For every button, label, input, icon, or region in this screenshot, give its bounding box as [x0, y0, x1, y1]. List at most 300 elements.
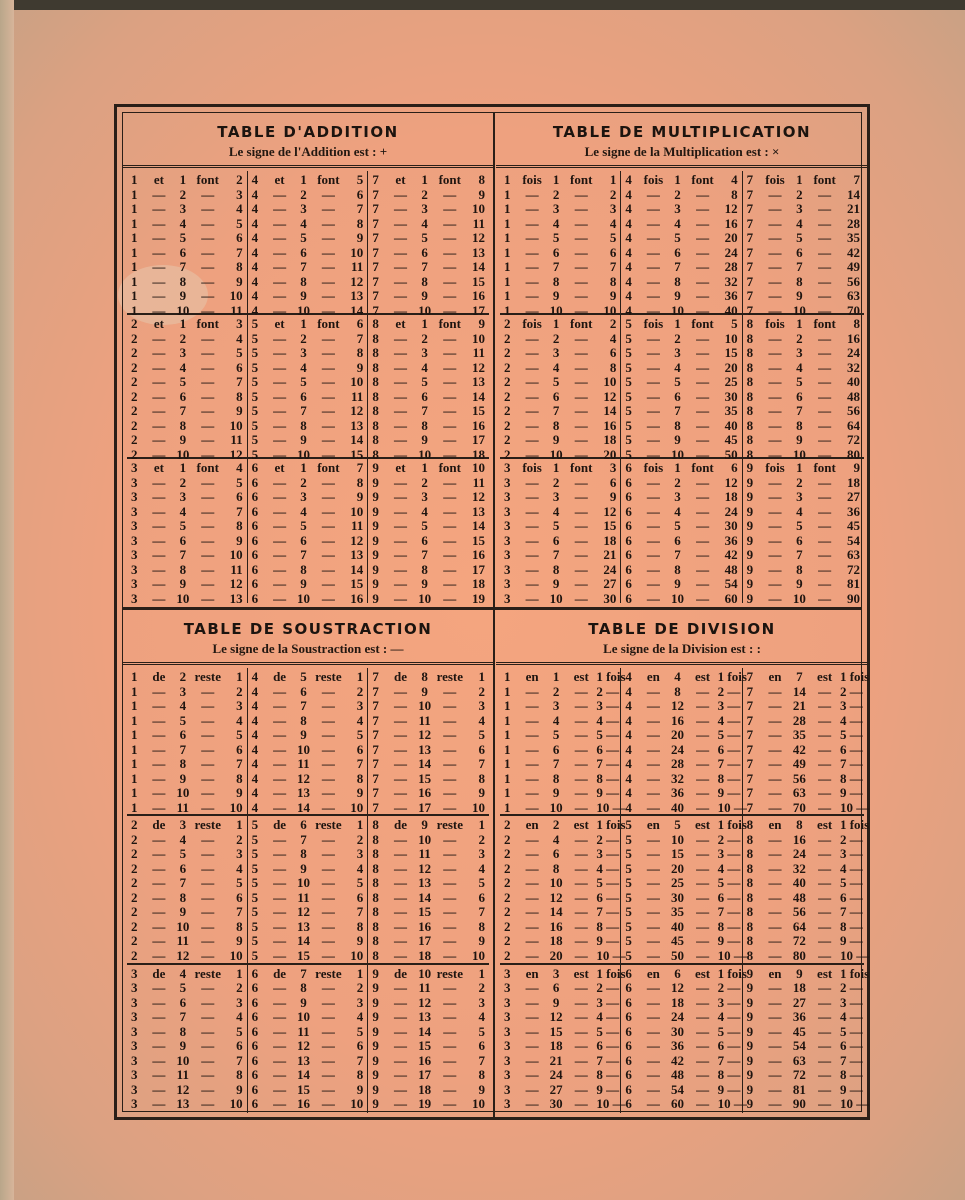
table-cell: 12: [418, 727, 432, 742]
table-cell: —: [273, 947, 287, 963]
table-cell: 2 —: [717, 831, 741, 847]
table-cell: —: [646, 1023, 660, 1039]
table-cell: 7: [300, 547, 307, 562]
table-cell: 13: [350, 288, 364, 303]
table-cell: 13: [296, 785, 310, 800]
table-cell: 1 fois: [717, 669, 747, 684]
table-cell: 12: [603, 503, 617, 519]
table-cell: —: [393, 489, 407, 504]
table-cell: 5: [300, 518, 307, 533]
table-cell: 10: [603, 302, 617, 318]
table-cell: —: [443, 215, 457, 231]
table-soustraction: [123, 610, 495, 1117]
table-cell: 1: [504, 770, 511, 786]
table-cell: —: [646, 359, 660, 375]
table-cell: —: [152, 889, 166, 905]
table-cell: 4: [251, 201, 259, 216]
table-cell: 10: [296, 1009, 310, 1025]
table-cell: 11: [351, 259, 364, 274]
table-cell: 10: [176, 785, 190, 800]
table-cell: 13: [471, 503, 485, 519]
table-cell: —: [768, 947, 782, 963]
table-cell: —: [152, 201, 166, 216]
table-cell: 18: [846, 474, 860, 490]
table-row: [131, 981, 243, 996]
table-cell: 6: [625, 503, 632, 519]
table-cell: 10 —: [717, 947, 747, 963]
table-cell: —: [646, 244, 660, 260]
table-cell: 9: [478, 316, 485, 331]
table-cell: est: [694, 965, 711, 981]
table-cell: 9: [300, 288, 307, 303]
table-cell: 7: [372, 785, 379, 800]
table-cell: —: [393, 432, 407, 447]
table-cell: 6: [251, 590, 259, 606]
table-row: [131, 1054, 243, 1069]
table-cell: 7: [372, 756, 379, 771]
table-cell: —: [646, 259, 660, 274]
table-row: [131, 1083, 243, 1098]
table-cell: —: [525, 518, 539, 533]
table-cell: 10: [471, 460, 485, 475]
table-cell: 2: [504, 831, 511, 847]
table-cell: reste: [315, 669, 342, 684]
table-row: [625, 799, 747, 816]
table-cell: —: [818, 388, 832, 404]
table-cell: —: [818, 273, 832, 289]
table-cell: —: [443, 1081, 457, 1097]
table-row: [252, 772, 364, 787]
table-cell: 10: [418, 446, 432, 462]
table-cell: 8: [746, 388, 754, 404]
table-cell: —: [574, 417, 588, 433]
table-cell: 9: [372, 503, 379, 519]
table-cell: 5: [251, 432, 259, 447]
table-cell: 6: [478, 889, 485, 905]
table-cell: 2: [421, 474, 428, 490]
table-row: [625, 698, 741, 714]
table-cell: reste: [436, 817, 464, 833]
table-cell: 10: [471, 201, 485, 216]
table-block: [248, 315, 369, 462]
table-cell: —: [818, 698, 832, 713]
table-cell: font: [570, 460, 593, 475]
table-row: [747, 332, 860, 347]
table-cell: —: [273, 756, 287, 771]
table-row: [504, 727, 620, 743]
table-row: [131, 592, 243, 607]
table-cell: 8: [478, 172, 485, 187]
table-cell: 7: [478, 756, 485, 771]
table-cell: 7: [421, 259, 428, 274]
table-cell: 16: [792, 831, 806, 847]
table-cell: —: [574, 994, 588, 1010]
table-cell: —: [321, 918, 335, 934]
table-cell: —: [201, 799, 215, 815]
table-cell: —: [696, 712, 710, 728]
table-cell: 3: [674, 201, 681, 216]
table-cell: 8: [236, 259, 243, 274]
table-cell: —: [768, 288, 782, 303]
table-cell: 8 —: [717, 770, 741, 786]
table-cell: 5 —: [596, 875, 620, 891]
table-cell: 1: [179, 172, 187, 187]
table-cell: —: [273, 186, 287, 202]
table-cell: 1: [674, 316, 681, 331]
table-cell: 2: [504, 904, 511, 920]
table-cell: 72: [792, 933, 806, 949]
table-cell: 4: [796, 503, 803, 519]
table-cell: 11: [297, 756, 310, 771]
table-cell: —: [321, 860, 335, 876]
table-row: [252, 188, 364, 203]
table-row: [131, 801, 243, 816]
table-row: [372, 231, 485, 246]
table-cell: 9 —: [596, 933, 620, 949]
table-cell: 10: [350, 1096, 364, 1112]
table-cell: —: [768, 1038, 782, 1054]
table-cell: 6: [674, 965, 681, 981]
table-title: TABLE DE MULTIPLICATION: [552, 123, 812, 141]
table-cell: reste: [194, 669, 221, 684]
table-cell: 2: [674, 474, 681, 490]
table-row: [625, 727, 741, 743]
table-cell: —: [525, 947, 539, 963]
table-cell: 21: [549, 1052, 563, 1068]
table-cell: 2: [504, 388, 511, 404]
table-cell: 8: [746, 359, 754, 375]
table-cell: 4: [236, 201, 243, 216]
table-cell: —: [321, 683, 335, 699]
table-cell: 11: [418, 846, 431, 862]
table-cell: 2: [552, 817, 560, 833]
table-cell: 16: [603, 417, 617, 433]
table-cell: 3: [131, 532, 138, 548]
table-cell: 21: [603, 547, 617, 562]
table-cell: 6: [179, 727, 187, 742]
table-row: [131, 862, 243, 877]
table-cell: 5: [625, 831, 632, 847]
table-cell: —: [321, 889, 335, 905]
table-row: [746, 860, 863, 877]
table-cell: 1: [478, 965, 485, 981]
table-cell: 3: [131, 1081, 138, 1097]
table-cell: —: [696, 446, 710, 462]
table-row: [504, 1081, 620, 1098]
table-row: [372, 390, 485, 405]
table-row: [625, 461, 737, 476]
table-cell: 9 —: [839, 785, 863, 800]
table-cell: 7: [356, 1052, 364, 1068]
table-row: [504, 404, 616, 419]
table-cell: —: [646, 770, 660, 786]
table-cell: 4: [251, 785, 259, 800]
table-cell: 4: [356, 860, 364, 876]
table-cell: 4: [625, 186, 632, 202]
table-cell: 5: [356, 1023, 364, 1039]
table-row: [131, 217, 243, 232]
table-row: [504, 965, 626, 982]
table-row: [746, 756, 863, 772]
table-cell: —: [696, 727, 710, 742]
table-row: [372, 847, 485, 862]
table-cell: —: [574, 889, 588, 905]
table-cell: 8: [552, 860, 560, 876]
table-row: [131, 786, 243, 801]
table-row: [252, 548, 364, 563]
table-cell: —: [646, 547, 660, 562]
table-row: [252, 404, 364, 419]
table-cell: 14: [792, 683, 806, 699]
table-cell: —: [818, 230, 832, 245]
table-cell: 6 —: [596, 741, 620, 757]
table-cell: 1: [421, 172, 428, 187]
table-cell: 4: [731, 172, 738, 187]
table-cell: 4: [251, 172, 259, 187]
table-cell: —: [152, 1023, 166, 1039]
table-cell: 10: [176, 1052, 190, 1068]
table-cell: —: [273, 918, 287, 934]
table-cell: —: [443, 799, 457, 815]
table-cell: 2: [552, 330, 560, 346]
table-cell: —: [152, 230, 166, 245]
tables-frame: [114, 104, 870, 1120]
table-cell: —: [321, 576, 335, 591]
table-cell: et: [395, 316, 406, 331]
table-cell: —: [443, 1067, 457, 1083]
table-cell: —: [443, 403, 457, 418]
table-cell: 14: [296, 799, 310, 815]
table-cell: 5: [251, 918, 259, 934]
table-cell: 12: [724, 474, 738, 490]
table-cell: 8: [356, 1067, 364, 1083]
table-cell: —: [525, 474, 539, 490]
table-cell: 6: [674, 244, 681, 260]
table-grid: [500, 668, 870, 1113]
table-cell: —: [818, 403, 832, 418]
table-cell: 2: [504, 933, 511, 949]
table-row: [252, 801, 364, 816]
table-cell: 12: [603, 388, 617, 404]
table-cell: —: [646, 590, 660, 606]
table-row: [747, 390, 860, 405]
table-row: [504, 918, 620, 935]
table-cell: 4: [179, 831, 187, 847]
table-cell: —: [574, 446, 588, 462]
table-cell: 2: [131, 918, 138, 934]
table-row: [252, 361, 364, 376]
table-cell: —: [574, 330, 588, 346]
table-cell: —: [393, 683, 407, 699]
table-row: [504, 548, 616, 563]
table-cell: 49: [846, 259, 860, 274]
table-row: [131, 519, 243, 534]
table-cell: 4: [625, 756, 632, 771]
table-row: [625, 860, 741, 877]
table-cell: —: [273, 785, 287, 800]
table-cell: est: [573, 965, 589, 981]
table-cell: —: [321, 215, 335, 231]
table-cell: —: [201, 359, 215, 375]
table-cell: 8: [179, 756, 187, 771]
table-cell: —: [393, 1067, 407, 1083]
table-row: [372, 505, 485, 520]
table-division: [496, 610, 868, 1117]
table-block: [621, 459, 742, 606]
table-cell: —: [768, 273, 782, 289]
table-cell: 4: [179, 503, 187, 519]
table-row: [252, 173, 364, 188]
table-cell: 6: [421, 244, 428, 260]
table-cell: —: [321, 518, 335, 533]
table-row: [252, 862, 364, 877]
table-row: [625, 217, 737, 232]
table-cell: 4: [421, 359, 428, 375]
table-cell: 9 —: [839, 933, 863, 949]
table-cell: —: [443, 904, 457, 920]
table-cell: 9: [356, 785, 364, 800]
table-cell: 9: [796, 432, 803, 447]
table-cell: de: [273, 669, 287, 684]
table-row: [625, 947, 747, 964]
table-cell: —: [768, 446, 782, 462]
table-cell: —: [393, 875, 407, 891]
table-cell: 4: [625, 215, 632, 231]
table-cell: —: [152, 374, 166, 389]
table-cell: —: [393, 698, 407, 713]
table-row: [747, 519, 860, 534]
table-header: [496, 113, 868, 168]
table-cell: 6: [251, 518, 259, 533]
table-row: [625, 1096, 747, 1112]
table-cell: 13: [418, 875, 432, 891]
table-cell: 9 —: [839, 1081, 863, 1097]
table-cell: 5: [236, 474, 243, 490]
table-cell: fois: [643, 460, 664, 475]
table-cell: —: [321, 186, 335, 202]
table-cell: 4 —: [839, 712, 863, 728]
table-cell: 8: [372, 846, 379, 862]
table-block: [127, 171, 248, 318]
table-cell: font: [691, 460, 714, 475]
table-cell: —: [818, 576, 832, 591]
table-cell: 11: [297, 889, 310, 905]
table-cell: 11: [472, 215, 485, 231]
table-cell: —: [273, 889, 287, 905]
table-cell: 8 —: [839, 918, 863, 934]
table-cell: —: [646, 683, 660, 699]
table-cell: 9: [674, 576, 681, 591]
table-row: [747, 375, 860, 390]
table-grid: [127, 668, 489, 1113]
table-cell: 2: [131, 446, 138, 462]
table-cell: 13: [418, 741, 432, 757]
table-cell: 12: [176, 1081, 190, 1097]
table-cell: 80: [792, 947, 806, 963]
table-cell: —: [273, 576, 287, 591]
table-cell: 9: [179, 770, 187, 786]
table-cell: 17: [471, 432, 485, 447]
table-cell: —: [525, 1009, 539, 1025]
table-cell: —: [646, 576, 660, 591]
table-cell: —: [646, 230, 660, 245]
table-cell: 4: [625, 698, 632, 713]
table-row: [625, 1038, 741, 1054]
table-cell: —: [574, 273, 588, 289]
table-row: [131, 246, 243, 261]
table-cell: 9: [236, 785, 243, 800]
table-row: [746, 947, 870, 964]
table-cell: —: [696, 259, 710, 274]
table-row: [746, 875, 863, 891]
table-block: [127, 459, 248, 606]
table-cell: —: [201, 1038, 215, 1054]
table-cell: —: [646, 756, 660, 771]
table-cell: 1: [504, 172, 511, 187]
table-cell: 6: [251, 460, 259, 475]
table-cell: 7: [236, 503, 243, 519]
table-cell: 4: [251, 230, 259, 245]
table-cell: 18: [471, 446, 485, 462]
table-cell: —: [768, 698, 782, 713]
table-cell: —: [646, 532, 660, 548]
table-cell: 4: [674, 669, 681, 684]
table-cell: 2: [179, 669, 187, 684]
table-cell: —: [574, 1096, 588, 1112]
table-row: [372, 433, 485, 448]
table-row: [504, 361, 616, 376]
table-row: [746, 831, 863, 848]
table-cell: 2: [356, 683, 364, 699]
table-cell: —: [525, 741, 539, 757]
table-cell: —: [321, 933, 335, 949]
table-row: [252, 375, 364, 390]
table-cell: —: [443, 345, 457, 360]
table-cell: —: [393, 561, 407, 577]
table-cell: —: [646, 489, 660, 504]
table-cell: 5: [674, 817, 681, 833]
table-cell: 8: [609, 273, 617, 289]
table-cell: —: [152, 417, 166, 433]
table-cell: —: [152, 244, 166, 260]
table-cell: 8: [746, 846, 754, 862]
table-cell: —: [152, 683, 166, 699]
table-cell: —: [574, 374, 588, 389]
table-cell: —: [646, 1096, 660, 1112]
table-cell: 8: [372, 918, 379, 934]
table-cell: 2: [300, 186, 307, 202]
table-cell: 6: [421, 532, 428, 548]
table-cell: 5: [552, 230, 560, 245]
table-row: [747, 419, 860, 434]
table-cell: 8: [746, 817, 754, 833]
table-cell: —: [646, 345, 660, 360]
table-cell: —: [393, 359, 407, 375]
table-cell: —: [273, 403, 287, 418]
table-cell: 3: [236, 316, 243, 331]
table-cell: 54: [724, 576, 738, 591]
table-cell: 8: [796, 273, 803, 289]
table-cell: 16: [418, 1052, 432, 1068]
table-cell: 5: [674, 518, 681, 533]
table-cell: 5: [625, 904, 632, 920]
table-cell: 7 —: [839, 756, 863, 771]
table-cell: 27: [792, 994, 806, 1010]
table-cell: 70: [792, 799, 806, 815]
table-cell: —: [273, 532, 287, 548]
table-cell: 28: [792, 712, 806, 728]
table-cell: —: [818, 259, 832, 274]
